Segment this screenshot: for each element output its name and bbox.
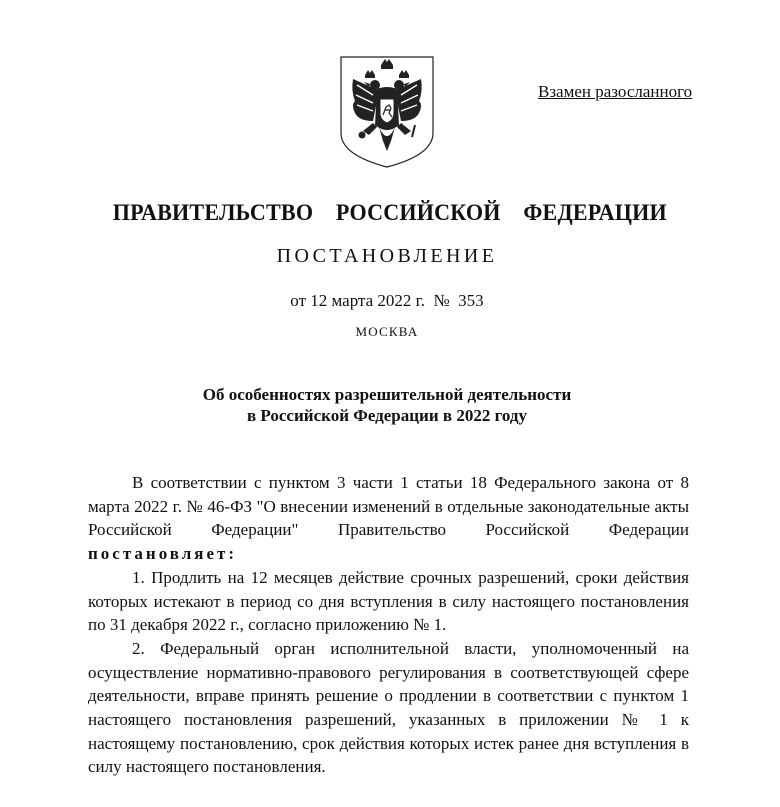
preamble-text: В соответствии с пунктом 3 части 1 статьи 18 Федерального закона от 8 марта 2022 г. № 46-ФЗ "О внесении изменений в отдельные законодательные акты Российской Федерации" Правительство Российской Федерации xyxy=(88,473,689,540)
city: МОСКВА xyxy=(355,324,419,339)
date-number-line xyxy=(0,291,774,311)
subject-line-1: Об особенностях разрешительной деятельности xyxy=(202,385,572,404)
document-body xyxy=(88,471,689,779)
replaced-note: Взамен разосланного xyxy=(538,82,693,101)
authority-title: ПРАВИТЕЛЬСТВО РОССИЙСКОЙ ФЕДЕРАЦИИ xyxy=(112,200,667,226)
russian-coat-of-arms-icon xyxy=(339,55,435,169)
document-number: № 353 xyxy=(433,291,484,310)
decree-verb: постановляет: xyxy=(88,544,238,564)
paragraph-item-2: 2. Федеральный орган исполнительной власти, уполномоченный на осуществление нормативно-правового регулирования в соответствующей сфере деятельности, вправе принять решение о продлении в соответствии с пунктом 1 настоящего постановления разрешений, указанных в приложении № 1 к настоящему постановлению, срок действия которых истек ранее дня вступления в силу настоящего постановления. xyxy=(88,638,689,777)
paragraph-preamble xyxy=(88,471,689,566)
subject-line-2: в Российской Федерации в 2022 году xyxy=(247,406,527,425)
paragraph-item-1: 1. Продлить на 12 месяцев действие срочных разрешений, сроки действия которых истекают в период со дня вступления в силу настоящего постановления по 31 декабря 2022 г., согласно приложению № 1. xyxy=(88,567,689,635)
document-type: ПОСТАНОВЛЕНИЕ xyxy=(276,245,498,267)
document-date: от 12 марта 2022 г. xyxy=(290,291,425,310)
document-subject xyxy=(0,384,774,426)
